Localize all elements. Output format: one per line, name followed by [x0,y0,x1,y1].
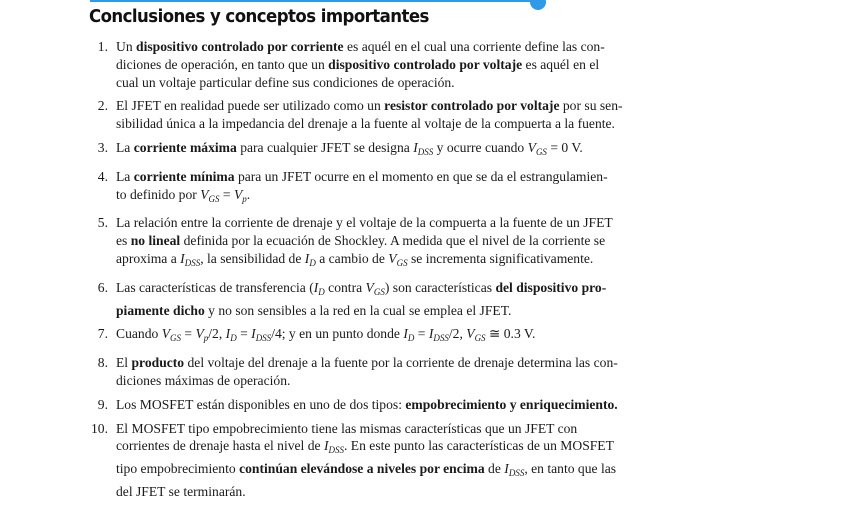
text-run: por su sen- [559,98,623,114]
list-item [86,168,646,209]
math-symbol: I [251,326,256,342]
text-run: para cualquier JFET se designa [236,139,414,155]
text-run: El MOSFET tipo empobrecimiento tiene las mismas características que un JFET con [116,420,578,436]
text-run: ) son características [384,279,496,295]
bold-term: corriente máxima [133,139,237,155]
text-run: /2, [208,326,226,342]
math-symbol: I [180,250,185,266]
header-accent-rule [90,0,540,2]
subscript: D [318,286,325,297]
text-run: La relación entre la corriente de drenaje y el voltaje de la compuerta a la fuente de un JFET [116,215,613,231]
math-symbol: V [233,186,243,202]
text-line [116,279,646,302]
list-item [86,279,646,320]
list-item [86,325,646,348]
text-run: , en tanto que las [524,461,617,477]
text-run: = 0 V. [546,139,583,155]
subscript: GS [474,333,486,344]
list-item [86,214,646,272]
bold-term: dispositivo controlado por corriente [136,39,344,54]
subscript: GS [535,146,547,157]
text-run: es aquél en el [522,56,600,72]
text-run: aproxima a [116,250,181,266]
bold-term: corriente mínima [133,168,235,184]
text-run: diciones máximas de operación. [116,372,291,388]
bold-term: dispositivo controlado por voltaje [328,56,523,72]
text-run: tipo empobrecimiento [116,461,240,477]
math-symbol: V [195,326,204,342]
text-line [116,232,646,250]
subscript: p [203,333,209,344]
math-symbol: V [527,139,536,155]
subscript: GS [170,333,181,344]
math-symbol: I [313,279,319,295]
text-line [116,354,646,372]
text-run: sibilidad única a la impedancia del drenaje a la fuente al voltaje de la compuerta a la fuente. [116,116,615,132]
subscript: DSS [417,146,434,157]
text-run: a cambio de [315,250,389,266]
item-number: 8. [97,355,108,371]
text-line [116,186,646,209]
text-run: La [116,139,134,155]
text-run: para un JFET ocurre en el momento en que se da el estrangulamien- [234,168,608,184]
text-line [116,214,646,232]
text-line [116,168,646,186]
page-title: Conclusiones y conceptos importantes [89,6,429,27]
header-accent-dot [530,0,546,10]
text-run: cual un voltaje particular define sus condiciones de operación. [116,74,455,90]
text-line [116,250,646,273]
text-run: = [219,186,234,202]
text-run: definida por la ecuación de Shockley. A medida que el nivel de la corriente se [180,233,606,249]
text-run: y no son sensibles a la red en la cual se emplea el JFET. [204,302,512,318]
math-symbol: V [161,326,170,342]
text-run: se incrementa significativamente. [407,250,594,266]
text-run: Las características de transferencia ( [116,279,314,295]
text-run: Los MOSFET están disponibles en uno de dos tipos: [116,396,406,412]
text-line [116,460,646,483]
text-run: /4; y en un punto donde [271,326,404,342]
subscript: GS [208,193,220,204]
text-run: . [246,186,251,202]
bold-term: no lineal [130,233,181,249]
text-run: Cuando [116,326,162,342]
text-line [116,325,646,348]
text-run: es aquél en el cual una corriente define las con- [343,39,605,54]
text-line [116,139,646,162]
text-run: Un [116,39,137,54]
math-symbol: I [428,326,434,342]
text-run: El [116,355,132,371]
math-symbol: V [388,250,397,266]
text-run: ≅ 0.3 V. [485,326,536,342]
subscript: D [230,333,237,344]
item-number: 2. [97,98,108,114]
text-run: del JFET se terminarán. [116,483,246,499]
bold-term: producto [131,355,185,371]
list-item [86,97,646,133]
text-run: = [414,326,429,342]
bold-term: resistor controlado por voltaje [384,98,560,114]
text-line [116,38,646,56]
subscript: DSS [433,333,449,344]
list-item [86,354,646,390]
text-line [116,420,646,438]
text-run: /2, [448,326,467,342]
text-run: La [116,168,134,184]
text-line [116,483,646,501]
bold-term: del dispositivo pro- [495,279,607,295]
list-item [86,38,646,91]
math-symbol: I [323,438,329,454]
text-line [116,372,646,390]
item-number: 4. [97,168,108,184]
text-run: del voltaje del drenaje a la fuente por la corriente de drenaje determina las con- [184,355,618,371]
text-line [116,115,646,133]
text-run: to definido por [116,186,201,202]
list-item [86,420,646,501]
text-line [116,437,646,460]
item-number: 10. [91,420,108,436]
math-symbol: V [466,326,475,342]
item-number: 5. [97,215,108,231]
subscript: p [242,193,247,204]
text-run: diciones de operación, en tanto que un [116,56,329,72]
text-line [116,396,646,414]
text-line [116,97,646,115]
text-run: corrientes de drenaje hasta el nivel de [116,438,324,454]
math-symbol: I [413,139,418,155]
subscript: D [309,257,316,268]
math-symbol: V [365,279,374,295]
text-run: El JFET en realidad puede ser utilizado como un [116,98,385,114]
text-run: = [236,326,252,342]
math-symbol: V [200,186,209,202]
subscript: GS [373,286,385,297]
bold-term: continúan elevándose a niveles por encima [239,461,485,477]
subscript: DSS [255,333,272,344]
text-run: es [116,233,131,249]
text-line [116,302,646,320]
subscript: DSS [508,468,525,479]
item-number: 3. [97,139,108,155]
conclusions-list [86,38,646,507]
text-run: = [181,326,196,342]
list-item [86,139,646,162]
text-line [116,56,646,74]
text-run: , la sensibilidad de [200,250,305,266]
item-number: 7. [97,326,108,342]
text-run: de [484,461,505,477]
bold-term: piamente dicho [116,302,205,318]
math-symbol: I [403,326,408,342]
subscript: DSS [328,445,344,456]
item-number: 9. [97,396,108,412]
math-symbol: I [304,250,310,266]
subscript: GS [396,257,408,268]
text-run: y ocurre cuando [433,139,528,155]
subscript: D [407,333,415,344]
item-number: 1. [97,39,108,54]
bold-term: empobrecimiento y enriquecimiento. [405,396,618,412]
math-symbol: I [225,326,231,342]
text-run: contra [324,279,366,295]
text-line [116,74,646,92]
math-symbol: I [504,461,509,477]
item-number: 6. [97,279,108,295]
subscript: DSS [184,257,201,268]
text-run: . En este punto las características de un MOSFET [344,438,614,454]
list-item [86,396,646,414]
